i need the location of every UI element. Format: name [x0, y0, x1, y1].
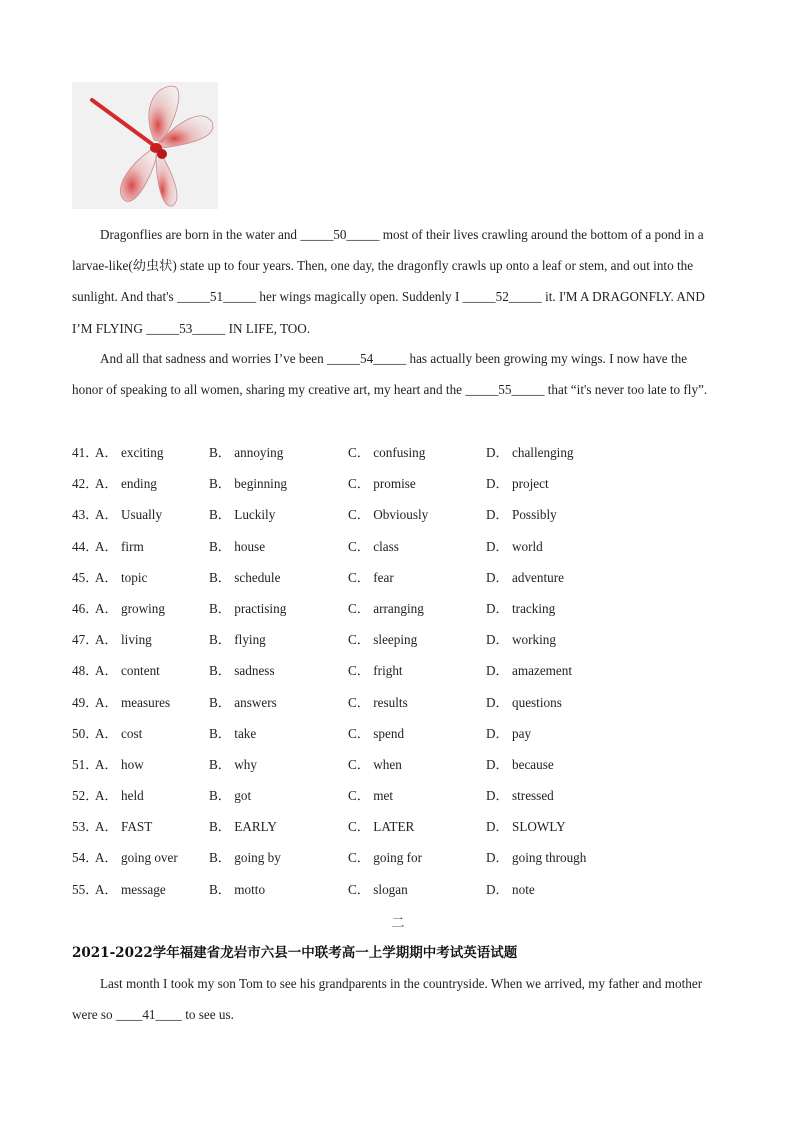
- option-d: D． world: [486, 538, 543, 554]
- option-c: C． promise: [348, 476, 416, 492]
- option-c: C． slogan: [348, 881, 408, 897]
- option-d: D． project: [486, 476, 549, 492]
- option-a: A． topic: [95, 569, 148, 585]
- option-d: D． pay: [486, 725, 532, 741]
- option-d: D． adventure: [486, 569, 564, 585]
- option-b: B． sadness: [209, 663, 275, 679]
- option-d: D． stressed: [486, 788, 554, 804]
- option-a: A． firm: [95, 538, 144, 554]
- option-c: C． arranging: [348, 600, 424, 616]
- option-b: B． going by: [209, 850, 281, 866]
- dragonfly-image: [72, 82, 218, 209]
- option-b: B． schedule: [209, 569, 281, 585]
- question-number: 41．: [72, 445, 99, 460]
- passage1-paragraph1: [72, 219, 720, 344]
- option-d: D． Possibly: [486, 507, 557, 523]
- question-number: 42．: [72, 476, 99, 492]
- blank-52: _____52_____: [462, 289, 542, 305]
- question-number: 46．: [72, 600, 99, 616]
- text-segment: And all that sadness and worries I’ve been: [100, 351, 328, 366]
- text-segment: that “it's never too late to fly”.: [544, 382, 708, 398]
- question-row: [72, 624, 722, 655]
- question-number: 48．: [72, 663, 99, 679]
- question-row: [72, 687, 722, 718]
- question-row: [72, 780, 722, 811]
- option-d: D． tracking: [486, 600, 556, 616]
- option-c: C． when: [348, 756, 402, 772]
- option-b: B． EARLY: [209, 819, 277, 835]
- option-d: D． because: [486, 756, 554, 772]
- option-b: B． annoying: [209, 445, 284, 460]
- question-row: [72, 874, 722, 905]
- question-row: [72, 718, 722, 749]
- option-d: D． note: [486, 881, 535, 897]
- option-b: B． got: [209, 788, 252, 804]
- option-c: C． LATER: [348, 819, 415, 835]
- option-c: C． spend: [348, 725, 405, 741]
- text-segment: to see us.: [181, 1007, 234, 1023]
- option-c: C． going for: [348, 850, 422, 866]
- question-row: [72, 499, 722, 530]
- option-a: A． held: [95, 788, 144, 804]
- option-a: A． measures: [95, 694, 171, 710]
- text-segment: most of their lives crawling around the bottom of a pond in a larvae-like(幼虫状) state up to four years. Then, one day, the dragonfly crawls up onto a leaf or stem, and out into the sunlight. And that's: [72, 227, 704, 305]
- option-c: C． fright: [348, 663, 403, 679]
- option-b: B． flying: [209, 632, 266, 648]
- option-d: D． going through: [486, 850, 587, 866]
- option-c: C． results: [348, 694, 408, 710]
- blank-41: ____41____: [115, 1007, 182, 1023]
- option-b: B． practising: [209, 600, 287, 616]
- option-a: A． exciting: [95, 445, 164, 460]
- question-row: [72, 593, 722, 624]
- option-b: B． Luckily: [209, 507, 276, 523]
- question-row: [72, 437, 722, 468]
- question-row: [72, 842, 722, 873]
- blank-55: _____55_____: [465, 382, 545, 398]
- text-segment: has actually been growing my wings. I now have the honor of speaking to all women, sharing my creative art, my heart and the: [72, 351, 688, 398]
- option-b: B． house: [209, 538, 266, 554]
- option-a: A． ending: [95, 476, 157, 492]
- text-segment: it. I'M A DRAGONFLY. AND I’M FLYING: [72, 289, 705, 336]
- question-number: 54．: [72, 850, 99, 866]
- question-number: 44．: [72, 538, 99, 554]
- option-b: B． beginning: [209, 476, 288, 492]
- passage1-paragraph2: [72, 343, 720, 405]
- option-a: A． cost: [95, 725, 143, 741]
- question-number: 50．: [72, 725, 99, 741]
- section-divider: 二: [391, 915, 405, 930]
- question-row: [72, 468, 722, 499]
- text-segment: Last month I took my son Tom to see his grandparents in the countryside. When we arrived, my father and mother were so: [72, 976, 703, 1023]
- dragonfly-icon: [72, 82, 218, 209]
- option-a: A． growing: [95, 600, 165, 616]
- question-number: 52．: [72, 788, 99, 804]
- passage2-paragraph1: [72, 968, 720, 1030]
- text-segment: Dragonflies are born in the water and: [100, 227, 301, 242]
- option-d: D． working: [486, 632, 556, 648]
- blank-50: _____50_____: [300, 227, 380, 242]
- question-list: [72, 437, 722, 905]
- option-b: B． motto: [209, 881, 266, 897]
- blank-54: _____54_____: [327, 351, 407, 366]
- blank-53: _____53_____: [146, 320, 226, 336]
- option-b: B． take: [209, 725, 257, 741]
- option-c: C． confusing: [348, 445, 426, 460]
- question-number: 53．: [72, 819, 99, 835]
- question-number: 51．: [72, 756, 99, 772]
- option-a: A． content: [95, 663, 160, 679]
- option-c: C． met: [348, 788, 394, 804]
- option-d: D． amazement: [486, 663, 573, 679]
- option-b: B． answers: [209, 694, 277, 710]
- option-a: A． living: [95, 632, 152, 648]
- text-segment: her wings magically open. Suddenly I: [256, 289, 463, 305]
- question-row: [72, 655, 722, 686]
- option-c: C． Obviously: [348, 507, 429, 523]
- question-number: 43．: [72, 507, 99, 523]
- option-a: A． going over: [95, 850, 178, 866]
- option-a: A． FAST: [95, 819, 153, 835]
- section-title: 2021-2022学年福建省龙岩市六县一中联考高一上学期期中考试英语试题: [72, 945, 518, 961]
- question-row: [72, 562, 722, 593]
- blank-51: _____51_____: [176, 289, 257, 305]
- option-b: B． why: [209, 756, 257, 772]
- option-c: C． fear: [348, 569, 394, 585]
- option-d: D． challenging: [486, 445, 574, 460]
- question-number: 45．: [72, 569, 99, 585]
- question-row: [72, 811, 722, 842]
- option-a: A． message: [95, 881, 166, 897]
- option-a: A． how: [95, 756, 144, 772]
- question-number: 49．: [72, 694, 99, 710]
- question-row: [72, 749, 722, 780]
- option-c: C． class: [348, 538, 399, 554]
- text-segment: IN LIFE, TOO.: [225, 320, 311, 336]
- option-d: D． questions: [486, 694, 562, 710]
- option-d: D． SLOWLY: [486, 819, 566, 835]
- option-a: A． Usually: [95, 507, 163, 523]
- option-c: C． sleeping: [348, 632, 418, 648]
- question-row: [72, 531, 722, 562]
- question-number: 47．: [72, 632, 99, 648]
- question-number: 55．: [72, 881, 99, 897]
